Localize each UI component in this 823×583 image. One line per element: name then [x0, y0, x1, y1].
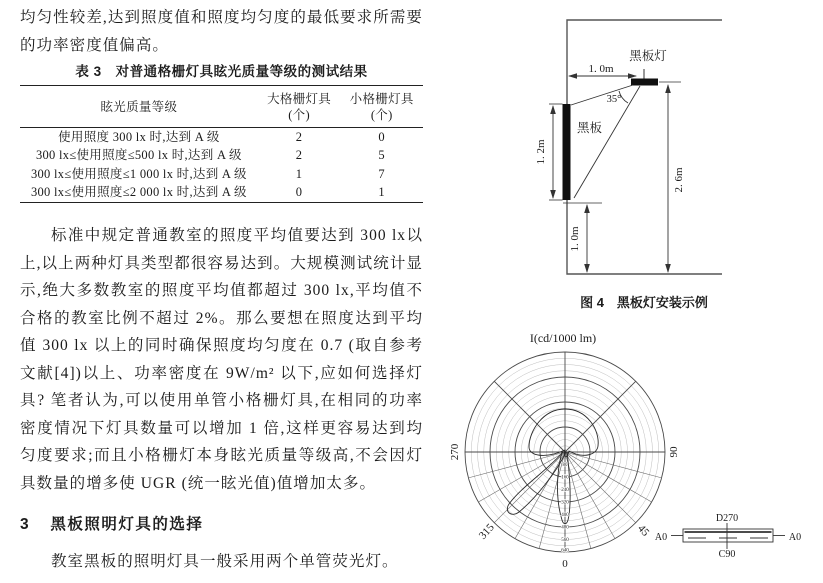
table-header-row	[20, 86, 423, 128]
row-big-count: 2	[295, 129, 303, 144]
radial-tick: 160	[561, 475, 569, 481]
polar-grid-spoke	[562, 452, 636, 523]
polar-chart-title: I(cd/1000 lm)	[529, 331, 597, 345]
radial-tick: 640	[561, 548, 569, 554]
row-small-count: 0	[378, 129, 385, 144]
row-big-count: 2	[295, 148, 303, 162]
luminaire-body	[683, 529, 773, 542]
lamp-to-board-top-line	[571, 85, 633, 105]
row-big-count: 1	[295, 166, 303, 181]
table-head	[20, 86, 423, 128]
radial-tick: 80	[562, 463, 568, 468]
row-label: 300 lx≤使用照度≤500 lx 时,达到 A 级	[35, 148, 242, 162]
table-row	[20, 183, 423, 202]
table-row	[20, 127, 423, 146]
arrowhead	[550, 105, 556, 114]
row-label: 300 lx≤使用照度≤2 000 lx 时,达到 A 级	[30, 185, 247, 199]
dim-label-board-height: 1. 2m	[535, 139, 547, 165]
radial-tick: 560	[561, 538, 569, 543]
paragraph-last: 教室黑板的照明灯具一般采用两个单管荧光灯。	[51, 553, 399, 570]
arrowhead	[584, 204, 590, 213]
row-small-count: 7	[378, 166, 385, 181]
dim-label-lamp-height: 2. 6m	[673, 167, 685, 193]
col-header-quality: 眩光质量等级	[20, 86, 258, 128]
paragraph-main: 标准中规定普通教室的照度平均值要达到 300 lx以上,以上两种灯具类型都很容易达到。大规模测试统计显示,绝大多数教室的照度平均值都超过 300 lx,平均值不合格的教室比例不超过 2%。那么要想在照度达到平均值 300 lx 以上的同时确保照度均匀度在 0.7 (取自参考文献[4])以上、功率密度在 9W/m² 以下,应如何选择灯具? 笔者认为,可以使用单管小格栅灯具,在相同的功率密度情况下灯具数量可以增加 1 倍,这样更容易达到均匀度要求;而且小格栅灯本身眩光质量等级高,不会因灯具数量的增多使 UGR (统一眩光值)值增加太多。	[20, 227, 423, 492]
arrowhead	[665, 84, 671, 93]
row-small-count: 1	[378, 185, 385, 199]
table-body	[20, 127, 423, 202]
board-label: 黑板	[577, 121, 603, 135]
arrowhead	[628, 73, 637, 79]
upper-rounded-lobe-curve	[529, 409, 598, 457]
col-header-line: 大格栅灯具	[267, 92, 332, 106]
plane-label-c90: C90	[718, 549, 736, 560]
polar-photometric-chart	[440, 325, 823, 583]
section-number: 3	[20, 516, 29, 533]
lamp-label: 黑板灯	[629, 49, 667, 63]
plane-label-d270: D270	[715, 513, 739, 524]
figure4-installation-diagram	[535, 0, 823, 320]
table-row	[20, 165, 423, 184]
blackboard	[563, 104, 571, 200]
arrowhead	[665, 264, 671, 273]
plane-label-a0-left: A0	[654, 532, 668, 543]
polar-grid-spoke	[565, 381, 636, 452]
angle-label-270: 270	[449, 443, 461, 461]
col-header-small-louver	[340, 86, 423, 128]
row-label: 300 lx≤使用照度≤1 000 lx 时,达到 A 级	[30, 166, 247, 181]
arrowhead	[584, 264, 590, 273]
radial-tick: 480	[561, 525, 569, 531]
table-title: 表 3 对普通格栅灯具眩光质量等级的测试结果	[75, 64, 368, 79]
row-small-count: 5	[378, 148, 385, 162]
col-header-big-louver	[258, 86, 341, 128]
arrowhead	[568, 73, 577, 79]
figure4-caption: 图 4 黑板灯安装示例	[580, 295, 708, 310]
angle-label: 35°	[606, 94, 622, 105]
dim-label-lamp-offset: 1. 0m	[588, 63, 614, 75]
angle-label-90: 90	[668, 446, 680, 458]
dim-label-board-floor: 1. 0m	[569, 226, 581, 252]
section-title: 黑板照明灯具的选择	[50, 516, 204, 533]
col-header-unit: (个)	[370, 108, 393, 123]
col-header-unit: (个)	[288, 108, 310, 123]
row-label: 使用照度 300 lx 时,达到 A 级	[58, 129, 220, 144]
angle-label-315: 315	[476, 521, 497, 542]
blackboard-lamp	[631, 79, 658, 86]
arrowhead	[550, 190, 556, 199]
paragraph-intro: 均匀性较差,达到照度值和照度均匀度的最低要求所需要的功率密度值偏高。	[20, 9, 423, 54]
radial-tick: 320	[561, 500, 569, 506]
col-header-line: 小格栅灯具	[349, 92, 414, 106]
plane-label-a0-right: A0	[788, 532, 802, 543]
table-row	[20, 146, 423, 165]
radial-tick: 400	[561, 513, 569, 518]
angle-label-0: 0	[562, 558, 568, 570]
glare-quality-table	[20, 85, 423, 203]
polar-grid-spoke	[562, 452, 662, 478]
polar-grid-spoke	[494, 452, 565, 523]
angle-label-45: 45	[635, 522, 652, 539]
luminaire-plane-icon	[655, 513, 801, 560]
radial-tick: 240	[561, 488, 569, 493]
section-heading	[20, 512, 423, 534]
row-big-count: 0	[295, 185, 303, 199]
